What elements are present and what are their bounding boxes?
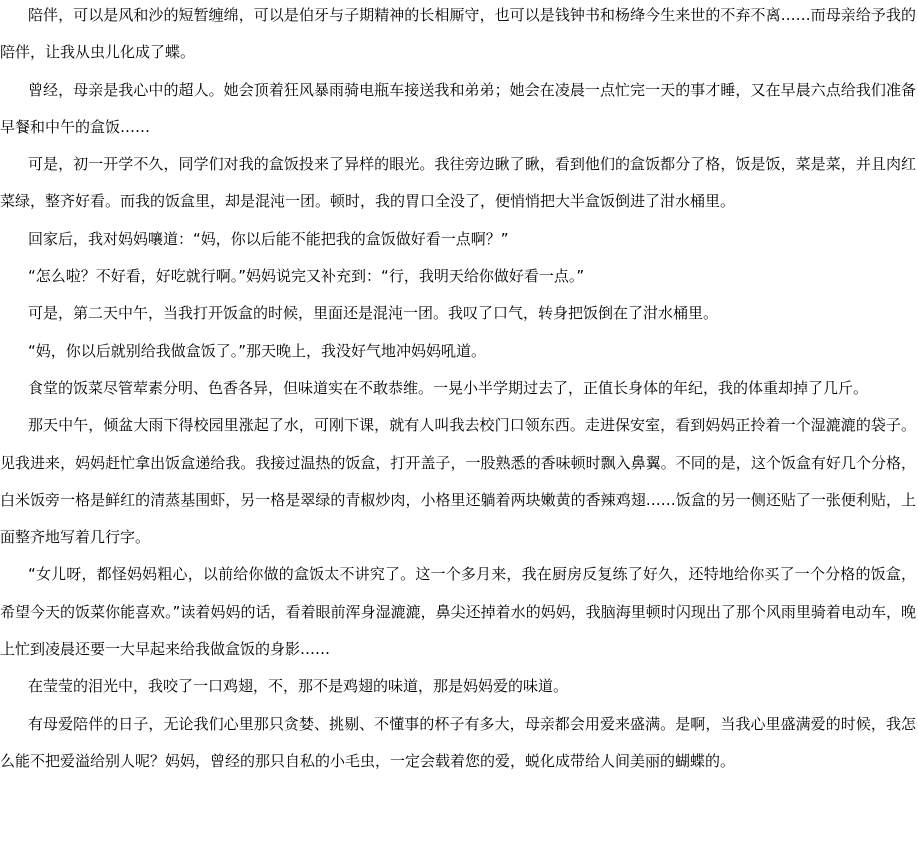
paragraph: “怎么啦？不好看，好吃就行啊。”妈妈说完又补充到：“行，我明天给你做好看一点。” bbox=[28, 267, 585, 286]
paragraph: “妈，你以后就别给我做盒饭了。”那天晚上，我没好气地冲妈妈吼道。 bbox=[28, 341, 487, 360]
paragraph: 有母爱陪伴的日子，无论我们心里那只贪婪、挑剔、不懂事的杯子有多大，母亲都会用爱来盛满。是啊，当我心里盛满爱的时候，我怎么能不把爱溢给别人呢？妈妈，曾经的那只自私的小毛虫，一定会载着您的爱，蜕化成带给人间美丽的蝴蝶的。 bbox=[0, 714, 916, 770]
paragraph: 食堂的饭菜尽管荤素分明、色香各异，但味道实在不敢恭维。一晃小半学期过去了，正值长身体的年纪，我的体重却掉了几斤。 bbox=[28, 378, 869, 397]
paragraph: 可是，初一开学不久，同学们对我的盒饭投来了异样的眼光。我往旁边瞅了瞅，看到他们的盒饭都分了格，饭是饭，菜是菜，并且肉红菜绿，整齐好看。而我的饭盒里，却是混沌一团。顿时，我的胃口全没了，便悄悄把大半盒饭倒进了泔水桶里。 bbox=[0, 155, 916, 211]
paragraph: 可是，第二天中午，当我打开饭盒的时候，里面还是混沌一团。我叹了口气，转身把饭倒在了泔水桶里。 bbox=[28, 304, 719, 323]
paragraph: 陪伴，可以是风和沙的短暂缠绵，可以是伯牙与子期精神的长相厮守，也可以是钱钟书和杨绛今生来世的不弃不离……而母亲给予我的陪伴，让我从虫儿化成了蝶。 bbox=[0, 6, 916, 62]
paragraph: 回家后，我对妈妈嚷道：“妈，你以后能不能把我的盒饭做好看一点啊？” bbox=[28, 229, 509, 248]
paragraph: “女儿呀，都怪妈妈粗心，以前给你做的盒饭太不讲究了。这一个多月来，我在厨房反复练了好久，还特地给你买了一个分格的饭盒，希望今天的饭菜你能喜欢。”读着妈妈的话，看着眼前浑身湿漉漉，鼻尖还掉着水的妈妈，我脑海里顿时闪现出了那个风雨里骑着电动车，晚上忙到凌晨还要一大早起来给我做盒饭的身影…… bbox=[0, 565, 916, 659]
paragraph: 那天中午，倾盆大雨下得校园里涨起了水，可刚下课，就有人叫我去校门口领东西。走进保安室，看到妈妈正拎着一个湿漉漉的袋子。见我进来，妈妈赶忙拿出饭盒递给我。我接过温热的饭盒，打开盖子，一股熟悉的香味顿时飘入鼻翼。不同的是，这个饭盒有好几个分格，白米饭旁一格是鲜红的清蒸基围虾，另一格是翠绿的青椒炒肉，小格里还躺着两块嫩黄的香辣鸡翅……饭盒的另一侧还贴了一张便利贴，上面整齐地写着几行字。 bbox=[0, 416, 916, 547]
paragraph: 在莹莹的泪光中，我咬了一口鸡翅，不，那不是鸡翅的味道，那是妈妈爱的味道。 bbox=[28, 677, 569, 696]
paragraph: 曾经，母亲是我心中的超人。她会顶着狂风暴雨骑电瓶车接送我和弟弟；她会在凌晨一点忙完一天的事才睡，又在早晨六点给我们准备早餐和中午的盒饭…… bbox=[0, 80, 916, 136]
